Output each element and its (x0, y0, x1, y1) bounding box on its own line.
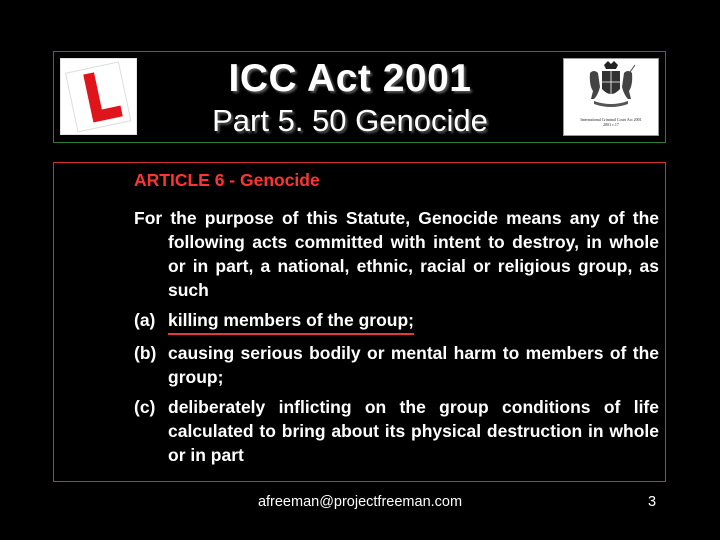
list-item-text: causing serious bodily or mental harm to members of the group; (168, 343, 659, 387)
crest-caption-line2: 2001 c.17 (603, 122, 619, 127)
article-intro: For the purpose of this Statute, Genocide means any of the following acts committed with intent to destroy, in whole or in part, a national, ethnic, racial or religious group, as such (134, 208, 659, 300)
learner-plate-icon (60, 58, 137, 135)
list-item-text: deliberately inflicting on the group conditions of life calculated to bring about its physical destruction in whole or in part (168, 397, 659, 465)
list-item-letter: (a) (134, 310, 156, 330)
page-number: 3 (648, 494, 657, 510)
list-item (134, 308, 659, 335)
list-item-letter: (c) (134, 397, 156, 417)
list-item (134, 395, 659, 467)
list-item-letter: (b) (134, 343, 157, 363)
slide-subtitle: Part 5. 50 Genocide (212, 103, 488, 138)
list-item (134, 341, 659, 389)
article-heading: ARTICLE 6 - Genocide (134, 170, 320, 190)
crest-caption-line1: International Criminal Court Act 2001 (580, 117, 642, 122)
royal-coat-of-arms-icon (563, 58, 659, 136)
footer-email: afreeman@projectfreeman.com (257, 494, 463, 510)
list-item-text: killing members of the group; (168, 308, 414, 335)
slide-title: ICC Act 2001 (228, 57, 472, 100)
article-body (134, 168, 659, 473)
